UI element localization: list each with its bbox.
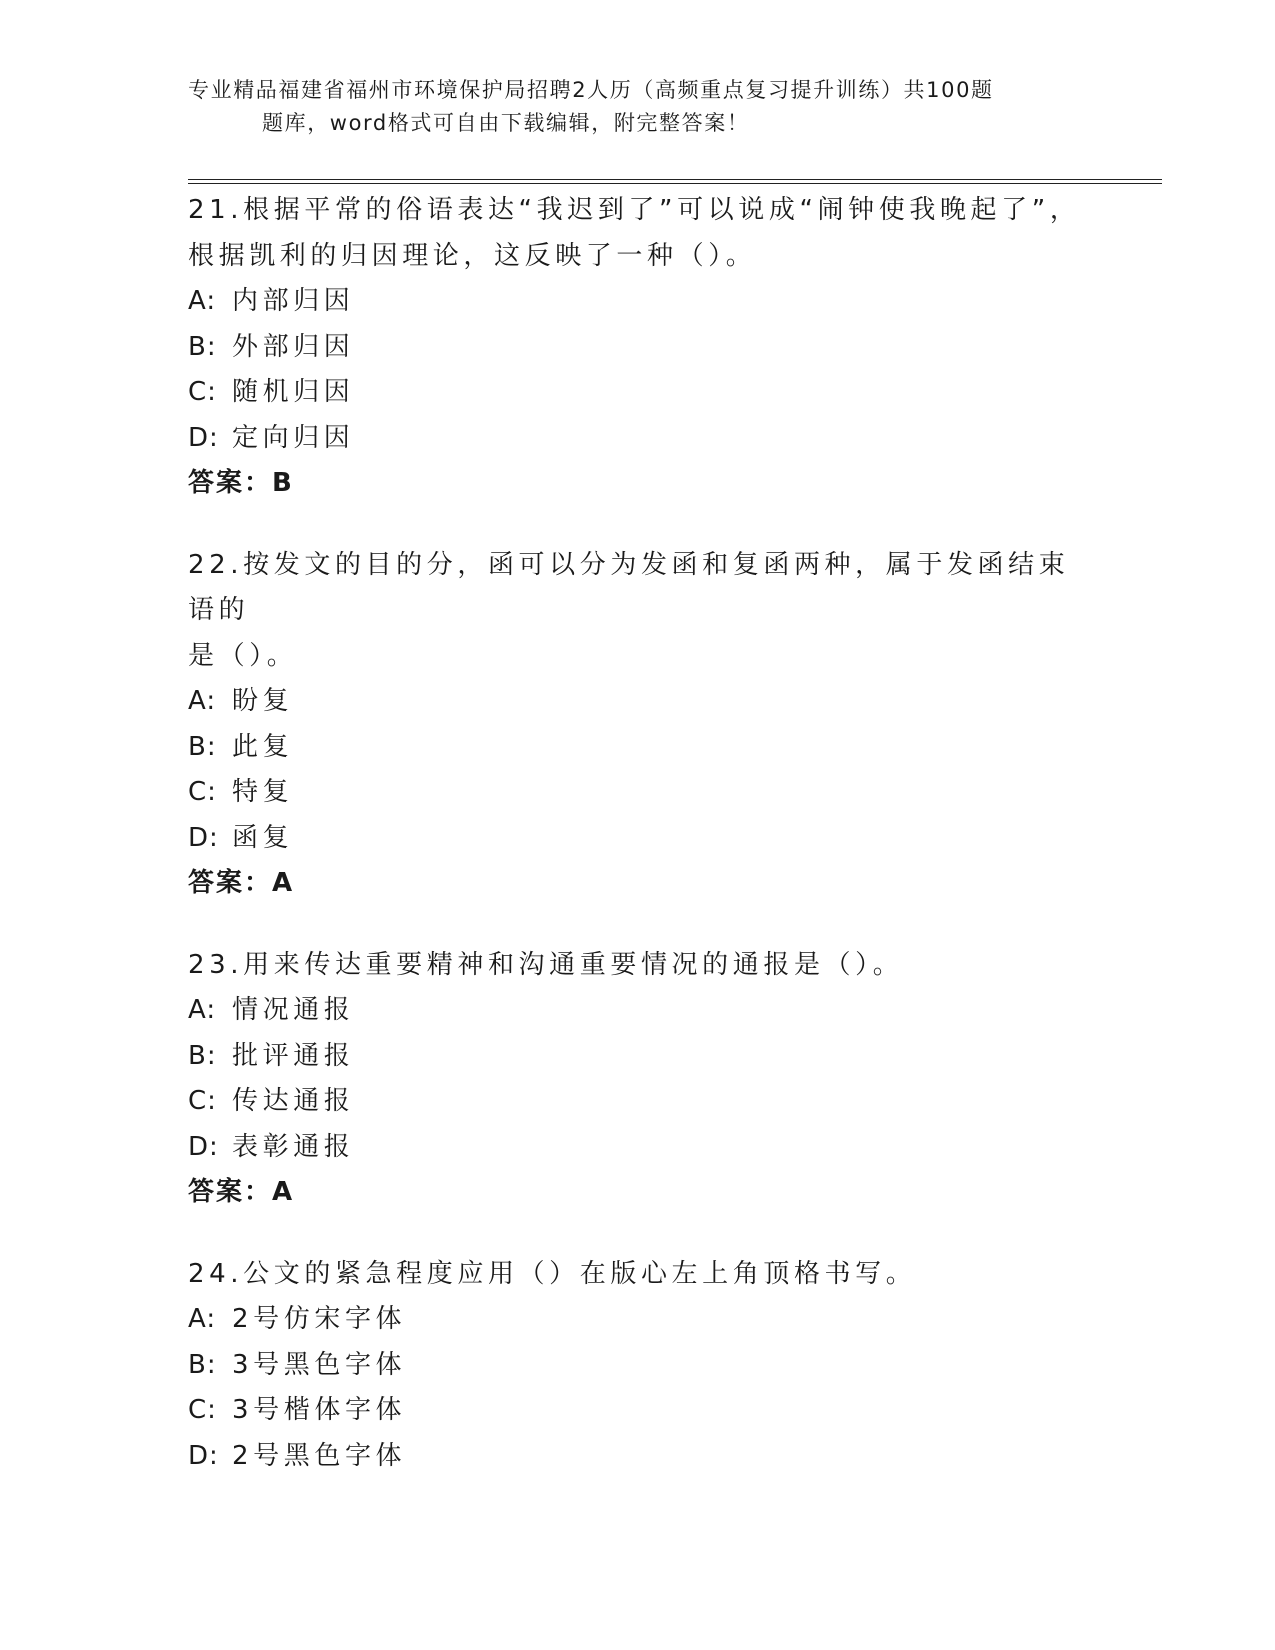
question-stem-continued: 是（）。	[188, 640, 298, 671]
option-b	[188, 325, 1088, 371]
option-key: C:	[188, 377, 217, 407]
answer-label: 答案：	[188, 868, 273, 898]
header-rule-top	[188, 179, 1162, 180]
question-stem: 22.按发文的目的分，函可以分为发函和复函两种，属于发函结束语的	[188, 549, 1070, 625]
answer-value: B	[272, 468, 294, 498]
option-text: 此复	[232, 731, 294, 762]
option-text: 内部归因	[232, 286, 355, 316]
question-23	[188, 943, 1088, 1216]
option-text: 随机归因	[232, 377, 355, 407]
question-stem: 24.公文的紧急程度应用（）在版心左上角顶格书写。	[188, 1258, 917, 1289]
option-a	[188, 1297, 1088, 1343]
option-c	[188, 1388, 1088, 1434]
option-text: 外部归因	[232, 331, 355, 362]
option-text: 2号仿宋字体	[232, 1304, 407, 1334]
answer-label: 答案：	[188, 468, 273, 498]
option-text: 盼复	[232, 686, 294, 716]
question-21	[188, 188, 1088, 507]
option-key: A:	[188, 686, 217, 716]
option-text: 3号楷体字体	[232, 1395, 407, 1425]
option-text: 2号黑色字体	[232, 1440, 407, 1471]
option-key: B:	[188, 1349, 217, 1380]
option-text: 传达通报	[232, 1086, 355, 1116]
option-d	[188, 1434, 1088, 1480]
option-key: B:	[188, 331, 217, 362]
option-key: D:	[188, 1440, 219, 1471]
option-key: A:	[188, 1304, 217, 1334]
header-rule-bottom	[188, 183, 1162, 184]
option-key: D:	[188, 822, 219, 853]
option-d	[188, 1125, 1088, 1171]
answer-value: A	[272, 1177, 295, 1207]
answer-line	[188, 1170, 1088, 1216]
option-b	[188, 725, 1088, 771]
option-text: 3号黑色字体	[232, 1349, 407, 1380]
option-key: D:	[188, 1131, 219, 1162]
option-a	[188, 988, 1088, 1034]
option-d	[188, 416, 1088, 462]
option-c	[188, 770, 1088, 816]
option-key: C:	[188, 1086, 217, 1116]
option-b	[188, 1034, 1088, 1080]
option-a	[188, 279, 1088, 325]
option-text: 情况通报	[232, 995, 355, 1025]
answer-line	[188, 461, 1088, 507]
header-line-1: 专业精品福建省福州市环境保护局招聘2人历（高频重点复习提升训练）共100题	[188, 78, 994, 102]
answer-value: A	[272, 868, 295, 898]
option-text: 特复	[232, 777, 294, 807]
answer-label: 答案：	[188, 1177, 273, 1207]
option-a	[188, 679, 1088, 725]
option-key: B:	[188, 731, 217, 762]
option-b	[188, 1343, 1088, 1389]
question-stem-continued: 根据凯利的归因理论，这反映了一种（）。	[188, 240, 757, 271]
option-key: C:	[188, 777, 217, 807]
option-c	[188, 1079, 1088, 1125]
option-text: 函复	[232, 822, 294, 853]
option-key: A:	[188, 286, 217, 316]
option-key: A:	[188, 995, 217, 1025]
option-text: 表彰通报	[232, 1131, 355, 1162]
question-24	[188, 1252, 1088, 1480]
question-stem: 23.用来传达重要精神和沟通重要情况的通报是（）。	[188, 949, 904, 980]
question-list	[188, 188, 1088, 1515]
option-key: B:	[188, 1040, 217, 1071]
document-header	[188, 74, 1088, 140]
answer-line	[188, 861, 1088, 907]
option-text: 定向归因	[232, 422, 355, 453]
option-text: 批评通报	[232, 1040, 355, 1071]
option-key: D:	[188, 422, 219, 453]
option-key: C:	[188, 1395, 217, 1425]
question-22	[188, 543, 1088, 907]
option-d	[188, 816, 1088, 862]
question-stem: 21.根据平常的俗语表达“我迟到了”可以说成“闹钟使我晚起了”，	[188, 195, 1081, 225]
option-c	[188, 370, 1088, 416]
header-line-2: 题库，word格式可自由下载编辑，附完整答案！	[262, 111, 750, 135]
